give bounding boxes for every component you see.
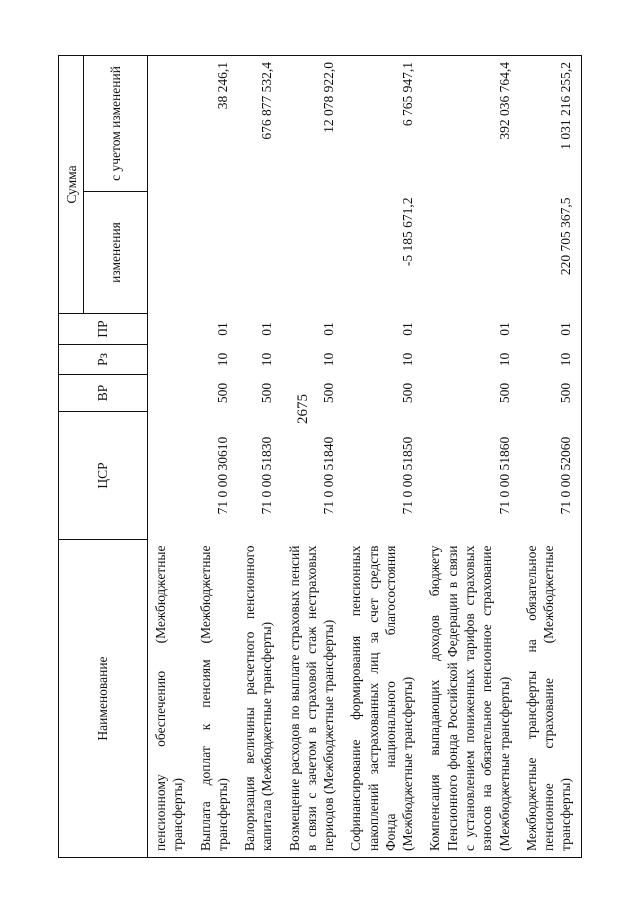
row-name: Межбюджетные трансферты на обязательное пенсионное страхование (Межбюджетные трансферты)	[519, 540, 581, 858]
row-vr	[148, 375, 193, 412]
row-rz: 10	[321, 352, 337, 367]
row-name: Валоризация величины расчетного пенсионного капитала (Межбюджетные трансферты)	[237, 540, 282, 858]
row-vr: 500	[214, 382, 230, 404]
row-change: 220 705 367,5	[558, 197, 574, 276]
row-csr: 71 0 00 30610	[214, 436, 230, 515]
row-name: Компенсация выпадающих доходов бюджету Пенсионного фонда Российской Федерации в связи с установлением пониженных тарифов страховых взносов на обязательное пенсионное страхование (Межбюджетные трансферты)	[422, 540, 518, 858]
table-header	[59, 55, 148, 857]
row-vr: 500	[558, 382, 574, 404]
row-csr: 71 0 00 51860	[496, 436, 512, 515]
row-vr: 500	[496, 382, 512, 404]
row-with-change: 392 036 764,4	[422, 55, 518, 191]
row-change	[193, 192, 238, 314]
row-csr	[148, 412, 193, 540]
row-vr: 500	[400, 382, 416, 404]
header-pr: ПР	[59, 314, 148, 345]
row-rz: 10	[558, 352, 574, 367]
header-with-change: с учетом изменений	[84, 55, 148, 191]
row-with-change: 38 246,1	[193, 55, 238, 191]
row-name: пенсионному обеспечению (Межбюджетные трансферты)	[148, 540, 193, 858]
row-csr: 71 0 00 52060	[558, 436, 574, 515]
row-with-change: 12 078 922,0	[282, 55, 344, 191]
row-vr: 500	[259, 382, 275, 404]
row-pr: 01	[400, 322, 416, 336]
row-csr: 71 0 00 51830	[259, 436, 275, 515]
row-pr	[148, 314, 193, 345]
budget-table	[58, 55, 582, 858]
row-rz: 10	[214, 352, 230, 367]
table-body	[148, 55, 582, 857]
table-row	[237, 55, 282, 857]
table-row	[422, 55, 518, 857]
row-rz	[148, 345, 193, 375]
row-with-change: 1 031 216 255,2	[519, 55, 581, 191]
row-pr: 01	[558, 322, 574, 336]
row-change	[148, 192, 193, 314]
row-with-change	[148, 55, 193, 191]
row-change	[282, 192, 344, 314]
table-row	[148, 55, 193, 857]
row-change	[237, 192, 282, 314]
row-csr: 71 0 00 51840	[321, 436, 337, 515]
row-change: -5 185 671,2	[400, 197, 416, 267]
row-rz: 10	[259, 352, 275, 367]
header-name: Наименование	[59, 540, 148, 858]
row-name: Возмещение расходов по выплате страховых пенсий в связи с зачетом в страховой стаж нестраховых периодов (Межбюджетные трансферты)	[282, 540, 344, 858]
row-pr: 01	[321, 322, 337, 336]
row-name: Выплата доплат к пенсиям (Межбюджетные трансферты)	[193, 540, 238, 858]
header-change: изменения	[84, 192, 148, 314]
row-rz: 10	[400, 352, 416, 367]
row-pr: 01	[496, 322, 512, 336]
header-vr: ВР	[59, 375, 148, 412]
row-rz: 10	[496, 352, 512, 367]
row-name: Софинансирование формирования пенсионных накоплений застрахованных лиц за счет средств Фонда национального благосостояния (Межбюджетные трансферты)	[343, 540, 422, 858]
header-csr: ЦСР	[59, 412, 148, 540]
table-row	[343, 55, 422, 857]
table-row	[193, 55, 238, 857]
row-vr: 500	[321, 382, 337, 404]
row-with-change: 6 765 947,1	[343, 55, 422, 191]
table-row	[519, 55, 581, 857]
table-row	[282, 55, 344, 857]
row-pr: 01	[259, 322, 275, 336]
header-sum: Сумма	[59, 55, 84, 313]
row-pr: 01	[214, 322, 230, 336]
page-number: 2675	[295, 394, 311, 424]
row-change	[422, 192, 518, 314]
header-rz: Рз	[59, 345, 148, 375]
rotated-page	[58, 56, 595, 858]
row-with-change: 676 877 532,4	[237, 55, 282, 191]
row-csr: 71 0 00 51850	[400, 436, 416, 515]
